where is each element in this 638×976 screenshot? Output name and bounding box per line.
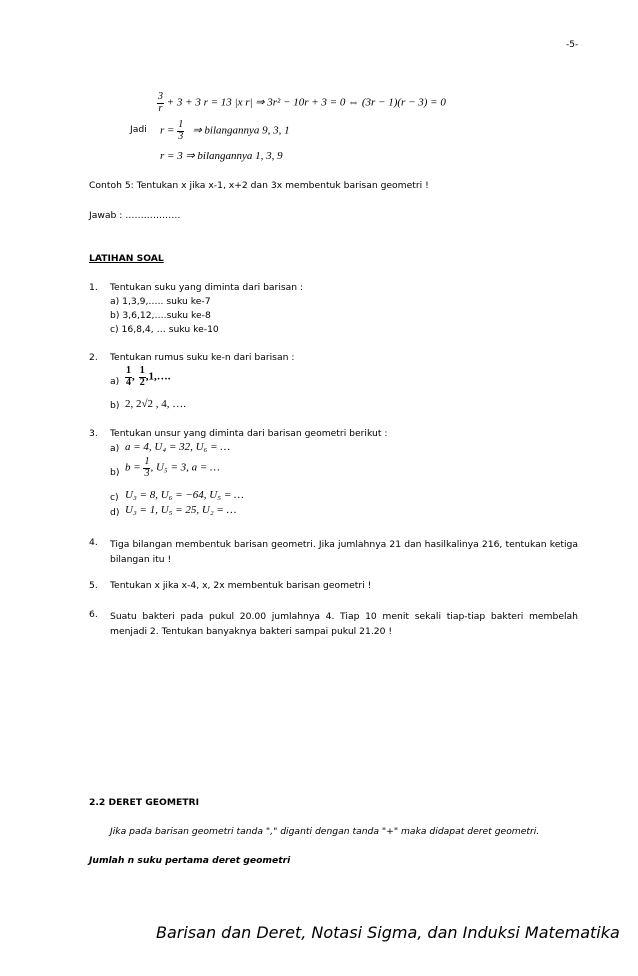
q2-a-label: a) (110, 376, 120, 387)
q3-a-math: a = 4, U₄ = 32, U₆ = … (125, 441, 231, 453)
fraction: $\frac{3}{r}$ (158, 91, 163, 114)
fraction: $\frac{1}{3}$ (178, 119, 184, 142)
q2-b-math: 2, 2√2 , 4, …. (125, 398, 187, 410)
q1-text: Tentukan suku yang diminta dari barisan : (110, 282, 304, 293)
q3-d-label: d) (110, 507, 120, 518)
q1-number: 1. (89, 282, 98, 293)
q4-text: Tiga bilangan membentuk barisan geometri. Jika jumlahnya 21 dan hasilkalinya 216, tentukan ketiga bilangan itu ! (110, 539, 578, 565)
q6-text: Suatu bakteri pada pukul 20.00 jumlahnya 4. Tiap 10 menit sekali tiap-tiap bakteri membelah menjadi 2. Tentukan banyaknya bakteri sampai pukul 21.20 ! (110, 611, 578, 637)
page-number: -5- (566, 40, 579, 50)
equation-line-1: $\frac{3}{r}$ + 3 + 3 r = 13 |x r| ⇒ 3r² − 10r + 3 = 0 ⇔ (3r − 1)(r − 3) = 0 (158, 91, 446, 114)
q5-number: 5. (89, 580, 98, 591)
equation-line-3: r = 3 ⇒ bilangannya 1, 3, 9 (160, 150, 283, 162)
q3-d-math: U₃ = 1, U₅ = 25, U₂ = … (125, 504, 237, 516)
q1-b: b) 3,6,12,….suku ke-8 (110, 310, 211, 321)
q6-number: 6. (89, 609, 98, 620)
section-intro: Jika pada barisan geometri tanda "," diganti dengan tanda "+" maka didapat deret geometri. (110, 826, 540, 837)
equation-line-2: r = $\frac{1}{3}$ ⇒ bilangannya 9, 3, 1 (160, 119, 290, 142)
q1-c: c) 16,8,4, … suku ke-10 (110, 324, 219, 335)
latihan-title: LATIHAN SOAL (89, 253, 164, 264)
jumlah-heading: Jumlah n suku pertama deret geometri (89, 855, 291, 866)
q4-number: 4. (89, 537, 98, 548)
q5-text: Tentukan x jika x-4, x, 2x membentuk barisan geometri ! (110, 580, 372, 591)
q3-a-label: a) (110, 443, 120, 454)
q2-a-math: $\frac{1}{4}$ , $\frac{1}{2}$ ,1,…. (126, 365, 171, 388)
section-title: 2.2 DERET GEOMETRI (89, 797, 199, 808)
jadi-label: Jadi (130, 124, 147, 135)
page-footer: Barisan dan Deret, Notasi Sigma, dan Induksi Matematika (156, 923, 620, 942)
q3-number: 3. (89, 428, 98, 439)
jawab-label: Jawab : ……………… (89, 210, 181, 221)
q3-text: Tentukan unsur yang diminta dari barisan geometri berikut : (110, 428, 388, 439)
q3-c-label: c) (110, 492, 119, 503)
q3-b-label: b) (110, 467, 120, 478)
example-5: Contoh 5: Tentukan x jika x-1, x+2 dan 3x membentuk barisan geometri ! (89, 180, 429, 191)
q2-number: 2. (89, 352, 98, 363)
q2-text: Tentukan rumus suku ke-n dari barisan : (110, 352, 295, 363)
q3-b-math: b = $\frac{1}{3}$ , U₅ = 3, a = … (125, 456, 220, 479)
q2-b-label: b) (110, 400, 120, 411)
q1-a: a) 1,3,9,….. suku ke-7 (110, 296, 211, 307)
q3-c-math: U₃ = 8, U₆ = −64, U₅ = … (125, 489, 244, 501)
